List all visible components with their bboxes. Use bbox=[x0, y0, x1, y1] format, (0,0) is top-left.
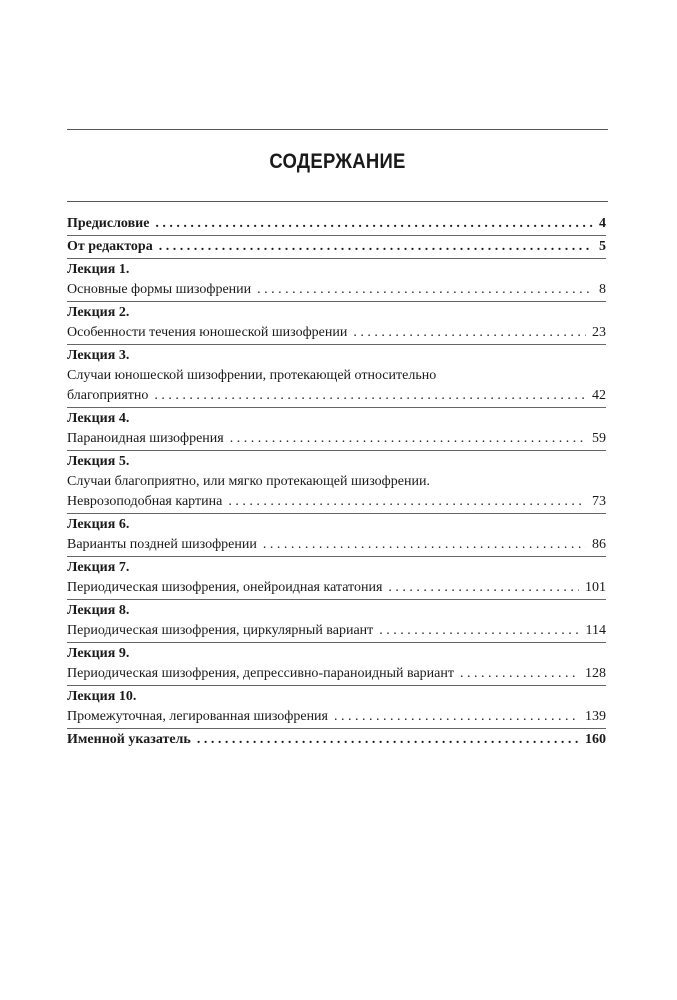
entry-title-line: Случаи благоприятно, или мягко протекающей шизофрении. bbox=[67, 474, 430, 489]
dot-leader bbox=[155, 214, 593, 234]
entry-title: Предисловие bbox=[67, 216, 150, 231]
toc-line[interactable] bbox=[67, 237, 606, 257]
page-number: 73 bbox=[592, 494, 606, 509]
entry-title: Периодическая шизофрения, онейроидная кататония bbox=[67, 580, 383, 595]
dot-leader bbox=[379, 621, 579, 641]
toc-line[interactable] bbox=[67, 386, 606, 406]
page-number: 4 bbox=[599, 216, 606, 231]
toc-entry bbox=[67, 409, 606, 451]
toc-line[interactable] bbox=[67, 429, 606, 449]
entry-title: Особенности течения юношеской шизофрении bbox=[67, 325, 348, 340]
page-number: 101 bbox=[585, 580, 606, 595]
toc-entry bbox=[67, 214, 606, 236]
top-rule bbox=[67, 129, 608, 130]
page-number: 42 bbox=[592, 388, 606, 403]
entry-title: Промежуточная, легированная шизофрения bbox=[67, 709, 328, 724]
lecture-heading: Лекция 9. bbox=[67, 646, 130, 661]
toc-entry bbox=[67, 644, 606, 686]
toc-entry bbox=[67, 515, 606, 557]
toc-line[interactable] bbox=[67, 214, 606, 234]
lecture-heading: Лекция 3. bbox=[67, 348, 130, 363]
dot-leader bbox=[197, 730, 579, 750]
toc-entry bbox=[67, 346, 606, 408]
page-number: 139 bbox=[585, 709, 606, 724]
toc-line[interactable] bbox=[67, 707, 606, 727]
toc-line[interactable] bbox=[67, 535, 606, 555]
lecture-heading: Лекция 6. bbox=[67, 517, 130, 532]
page-number: 128 bbox=[585, 666, 606, 681]
dot-leader bbox=[257, 280, 593, 300]
lecture-heading: Лекция 4. bbox=[67, 411, 130, 426]
lecture-heading: Лекция 5. bbox=[67, 454, 130, 469]
toc-line[interactable] bbox=[67, 621, 606, 641]
page-number: 8 bbox=[599, 282, 606, 297]
dot-leader bbox=[154, 386, 586, 406]
toc-entry bbox=[67, 237, 606, 259]
title-rule bbox=[67, 201, 608, 202]
entry-title-line: Случаи юношеской шизофрении, протекающей относительно bbox=[67, 368, 437, 383]
page-number: 23 bbox=[592, 325, 606, 340]
entry-title: Именной указатель bbox=[67, 732, 191, 747]
dot-leader bbox=[460, 664, 579, 684]
page-number: 59 bbox=[592, 431, 606, 446]
entry-title: Варианты поздней шизофрении bbox=[67, 537, 257, 552]
lecture-heading: Лекция 7. bbox=[67, 560, 130, 575]
page-number: 86 bbox=[592, 537, 606, 552]
toc-entry bbox=[67, 303, 606, 345]
lecture-heading: Лекция 2. bbox=[67, 305, 130, 320]
entry-title: От редактора bbox=[67, 239, 153, 254]
toc-entry bbox=[67, 601, 606, 643]
lecture-heading: Лекция 1. bbox=[67, 262, 130, 277]
entry-title: Параноидная шизофрения bbox=[67, 431, 224, 446]
toc-entry bbox=[67, 730, 606, 751]
toc-entry bbox=[67, 558, 606, 600]
dot-leader bbox=[334, 707, 579, 727]
toc-entry bbox=[67, 687, 606, 729]
toc-line[interactable] bbox=[67, 323, 606, 343]
lecture-heading: Лекция 8. bbox=[67, 603, 130, 618]
entry-title: Периодическая шизофрения, циркулярный вариант bbox=[67, 623, 374, 638]
toc-entry bbox=[67, 260, 606, 302]
entry-title: благоприятно bbox=[67, 388, 149, 403]
page-number: 5 bbox=[599, 239, 606, 254]
entry-title: Неврозоподобная картина bbox=[67, 494, 223, 509]
lecture-heading: Лекция 10. bbox=[67, 689, 137, 704]
dot-leader bbox=[353, 323, 586, 343]
entry-title: Периодическая шизофрения, депрессивно-параноидный вариант bbox=[67, 666, 454, 681]
page-number: 160 bbox=[585, 732, 606, 747]
dot-leader bbox=[230, 429, 586, 449]
toc-line[interactable] bbox=[67, 492, 606, 512]
dot-leader bbox=[228, 492, 586, 512]
entry-title: Основные формы шизофрении bbox=[67, 282, 252, 297]
toc-line[interactable] bbox=[67, 730, 606, 750]
page-title: СОДЕРЖАНИЕ bbox=[269, 150, 406, 173]
toc-entry bbox=[67, 452, 606, 514]
toc-line[interactable] bbox=[67, 664, 606, 684]
page-number: 114 bbox=[585, 623, 606, 638]
toc-line[interactable] bbox=[67, 280, 606, 300]
toc-line[interactable] bbox=[67, 578, 606, 598]
table-of-contents bbox=[67, 214, 606, 752]
dot-leader bbox=[159, 237, 593, 257]
dot-leader bbox=[263, 535, 586, 555]
dot-leader bbox=[388, 578, 579, 598]
